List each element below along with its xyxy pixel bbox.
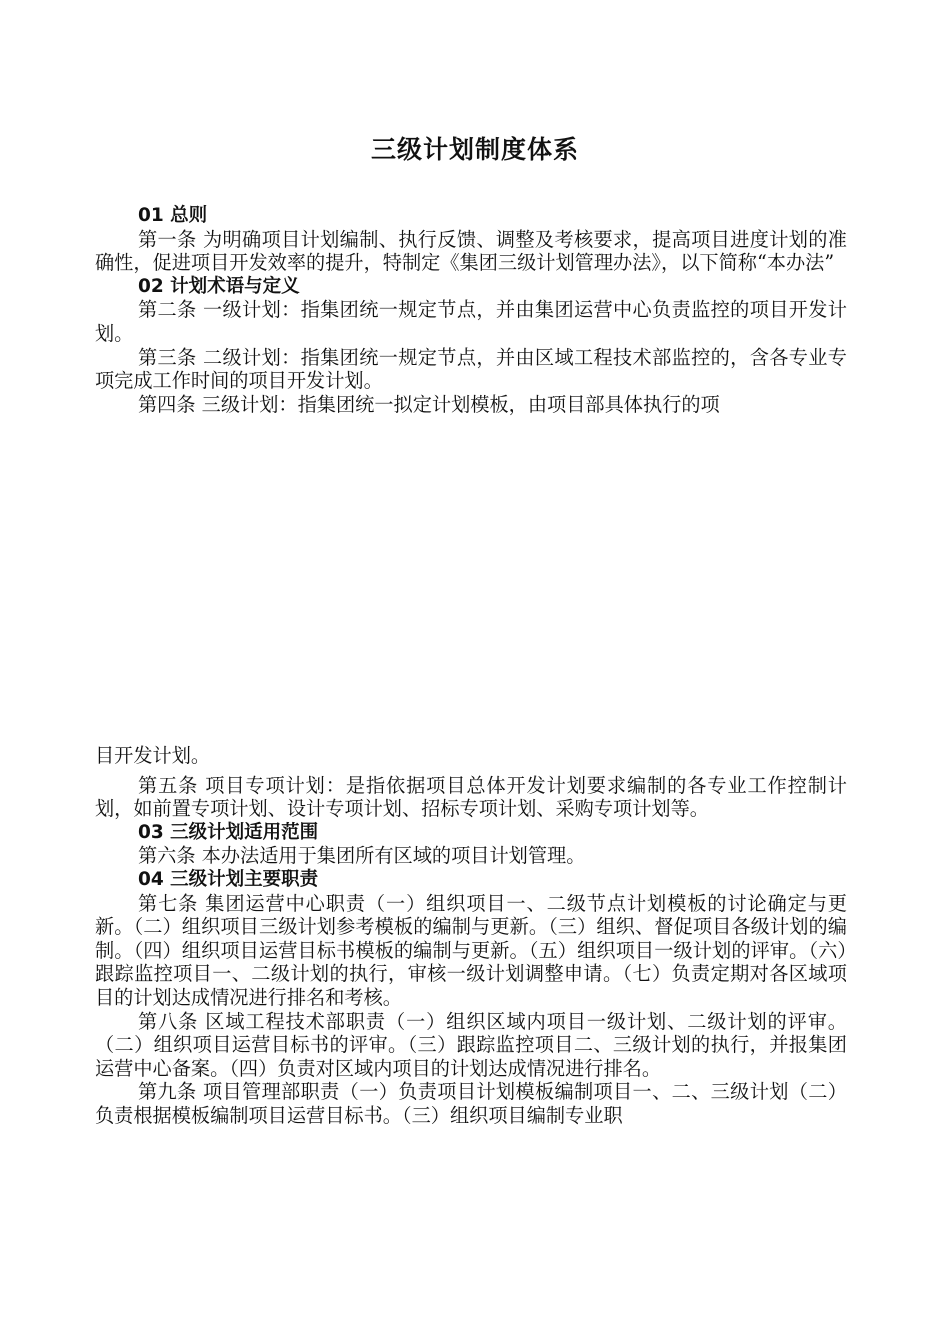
- section-heading-02: 02 计划术语与定义: [138, 275, 300, 297]
- section-heading-04: 04 三级计划主要职责: [138, 868, 319, 890]
- section-heading-01: 01 总则: [138, 205, 208, 226]
- article-5: 第五条 项目专项计划：是指依据项目总体开发计划要求编制的各专业工作控制计划，如前置专项计划、设计专项计划、招标专项计划、采购专项计划等。: [95, 773, 847, 821]
- article-4-first-part: 第四条 三级计划：指集团统一拟定计划模板，由项目部具体执行的项: [138, 392, 720, 416]
- article-7: 第七条 集团运营中心职责（一）组织项目一、二级节点计划模板的讨论确定与更新。（二）组织项目三级计划参考模板的编制与更新。（三）组织、督促项目各级计划的编制。（四）组织项目运营目标书模板的编制与更新。（五）组织项目一级计划的评审。（六）跟踪监控项目一、二级计划的执行，审核一级计划调整申请。（七）负责定期对各区域项目的计划达成情况进行排名和考核。: [95, 891, 847, 1009]
- article-6: 第六条 本办法适用于集团所有区域的项目计划管理。: [138, 844, 586, 868]
- page-title: 三级计划制度体系: [370, 135, 579, 164]
- document-body-upper: [95, 204, 847, 416]
- section-heading-03: 03 三级计划适用范围: [138, 821, 319, 843]
- article-3: 第三条 二级计划：指集团统一规定节点，并由区域工程技术部监控的，含各专业专项完成工作时间的项目开发计划。: [95, 345, 847, 393]
- article-2: 第二条 一级计划：指集团统一规定节点，并由集团运营中心负责监控的项目开发计划。: [95, 298, 847, 345]
- article-1: 第一条 为明确项目计划编制、执行反馈、调整及考核要求，提高项目进度计划的准确性，促进项目开发效率的提升，特制定《集团三级计划管理办法》，以下简称“本办法”: [95, 227, 847, 275]
- article-8: 第八条 区域工程技术部职责（一）组织区域内项目一级计划、二级计划的评审。（二）组织项目运营目标书的评审。（三）跟踪监控项目二、三级计划的执行，并报集团运营中心备案。（四）负责对区域内项目的计划达成情况进行排名。: [95, 1009, 847, 1080]
- document-body-lower: [95, 744, 847, 1128]
- article-4-continuation: 目开发计划。: [95, 744, 211, 767]
- article-9: 第九条 项目管理部职责（一）负责项目计划模板编制项目一、二、三级计划（二）负责根据模板编制项目运营目标书。（三）组织项目编制专业职: [95, 1080, 847, 1127]
